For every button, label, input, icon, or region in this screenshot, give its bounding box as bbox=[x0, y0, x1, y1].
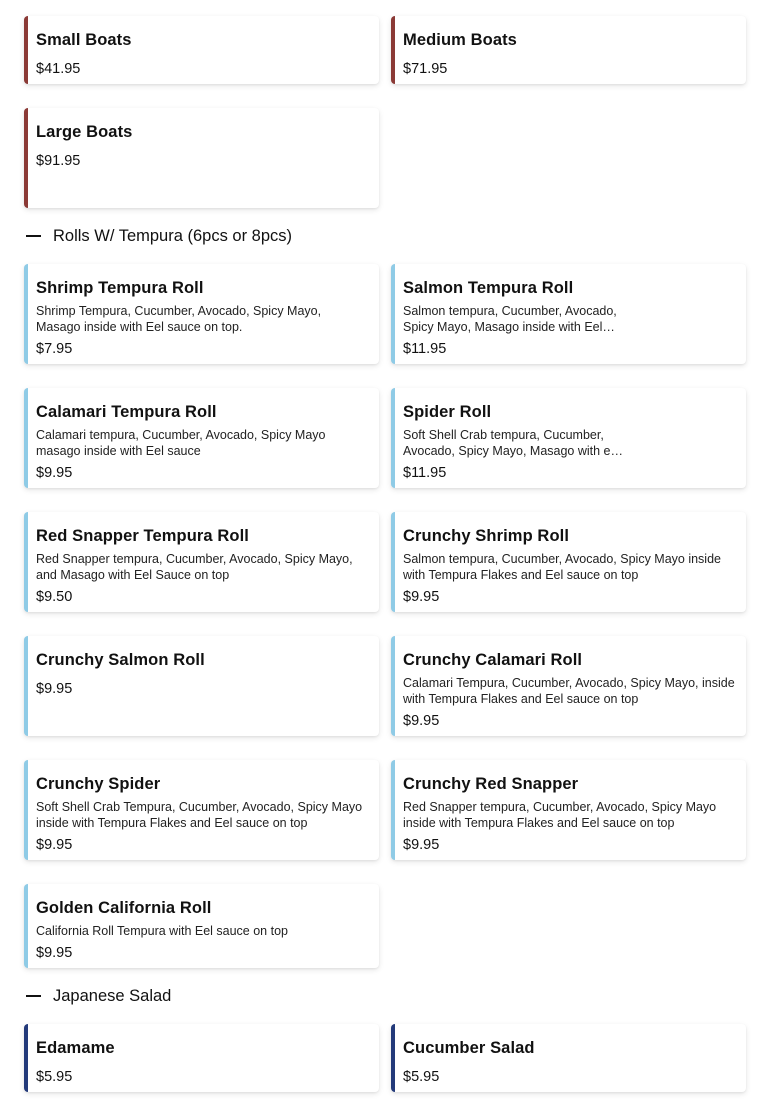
item-price: $9.95 bbox=[36, 945, 73, 961]
item-description: Salmon tempura, Cucumber, Avocado, Spicy Mayo, Masago inside with Eel… bbox=[403, 304, 617, 334]
item-description: Calamari tempura, Cucumber, Avocado, Spicy Mayo masago inside with Eel sauce bbox=[36, 428, 326, 458]
collapse-dash-icon bbox=[26, 235, 41, 237]
item-description: Red Snapper tempura, Cucumber, Avocado, Spicy Mayo inside with Tempura Flakes and Eel sauce on top bbox=[403, 800, 717, 830]
item-price: $71.95 bbox=[403, 61, 448, 77]
item-name: Crunchy Salmon Roll bbox=[36, 651, 205, 669]
item-price: $9.95 bbox=[36, 465, 73, 481]
section-header-tempura[interactable] bbox=[26, 224, 292, 248]
item-name: Cucumber Salad bbox=[403, 1039, 535, 1057]
item-price: $9.50 bbox=[36, 589, 73, 605]
menu-item-card[interactable] bbox=[24, 108, 379, 208]
menu-item-card[interactable] bbox=[391, 388, 746, 488]
menu-item-card[interactable] bbox=[24, 16, 379, 84]
menu-item-card[interactable] bbox=[24, 760, 379, 860]
item-price: $5.95 bbox=[36, 1069, 73, 1085]
section-header-japanese-salad[interactable] bbox=[26, 984, 171, 1008]
item-name: Crunchy Red Snapper bbox=[403, 775, 579, 793]
item-name: Small Boats bbox=[36, 31, 132, 49]
item-name: Large Boats bbox=[36, 123, 133, 141]
menu-item-card[interactable] bbox=[391, 760, 746, 860]
item-price: $9.95 bbox=[403, 589, 440, 605]
menu-item-card[interactable] bbox=[24, 512, 379, 612]
item-description: Soft Shell Crab tempura, Cucumber, Avocado, Spicy Mayo, Masago with e… bbox=[403, 428, 624, 458]
item-price: $11.95 bbox=[403, 341, 447, 357]
item-description: Shrimp Tempura, Cucumber, Avocado, Spicy Mayo, Masago inside with Eel sauce on top. bbox=[36, 304, 322, 334]
item-name: Shrimp Tempura Roll bbox=[36, 279, 204, 297]
item-name: Red Snapper Tempura Roll bbox=[36, 527, 249, 545]
item-price: $7.95 bbox=[36, 341, 73, 357]
menu-item-card[interactable] bbox=[391, 512, 746, 612]
item-name: Salmon Tempura Roll bbox=[403, 279, 574, 297]
item-description: Red Snapper tempura, Cucumber, Avocado, Spicy Mayo, and Masago with Eel Sauce on top bbox=[36, 552, 353, 582]
item-price: $11.95 bbox=[403, 465, 447, 481]
item-name: Crunchy Spider bbox=[36, 775, 161, 793]
menu-item-card[interactable] bbox=[24, 636, 379, 736]
item-price: $5.95 bbox=[403, 1069, 440, 1085]
item-name: Crunchy Shrimp Roll bbox=[403, 527, 569, 545]
menu-item-card[interactable] bbox=[24, 388, 379, 488]
item-price: $9.95 bbox=[36, 681, 73, 697]
menu-item-card[interactable] bbox=[24, 1024, 379, 1092]
collapse-dash-icon bbox=[26, 995, 41, 997]
item-description: Calamari Tempura, Cucumber, Avocado, Spicy Mayo, inside with Tempura Flakes and Eel sauce on top bbox=[403, 676, 735, 706]
item-name: Medium Boats bbox=[403, 31, 517, 49]
item-name: Crunchy Calamari Roll bbox=[403, 651, 583, 669]
item-name: Spider Roll bbox=[403, 403, 492, 421]
menu-item-card[interactable] bbox=[391, 264, 746, 364]
menu-item-card[interactable] bbox=[24, 264, 379, 364]
item-price: $41.95 bbox=[36, 61, 81, 77]
item-description: Salmon tempura, Cucumber, Avocado, Spicy Mayo inside with Tempura Flakes and Eel sauce on top bbox=[403, 552, 721, 582]
section-title: Rolls W/ Tempura (6pcs or 8pcs) bbox=[53, 226, 293, 245]
section-title: Japanese Salad bbox=[53, 986, 172, 1005]
menu-item-card[interactable] bbox=[391, 1024, 746, 1092]
menu-item-card[interactable] bbox=[391, 636, 746, 736]
item-price: $9.95 bbox=[36, 837, 73, 853]
item-price: $91.95 bbox=[36, 153, 81, 169]
menu-item-card[interactable] bbox=[24, 884, 379, 968]
item-description: Soft Shell Crab Tempura, Cucumber, Avocado, Spicy Mayo inside with Tempura Flakes and Eel sauce on top bbox=[36, 800, 363, 830]
item-name: Calamari Tempura Roll bbox=[36, 403, 217, 421]
item-name: Edamame bbox=[36, 1039, 115, 1057]
item-price: $9.95 bbox=[403, 837, 440, 853]
item-description: California Roll Tempura with Eel sauce on top bbox=[36, 924, 288, 938]
item-name: Golden California Roll bbox=[36, 899, 212, 917]
item-price: $9.95 bbox=[403, 713, 440, 729]
menu-item-card[interactable] bbox=[391, 16, 746, 84]
